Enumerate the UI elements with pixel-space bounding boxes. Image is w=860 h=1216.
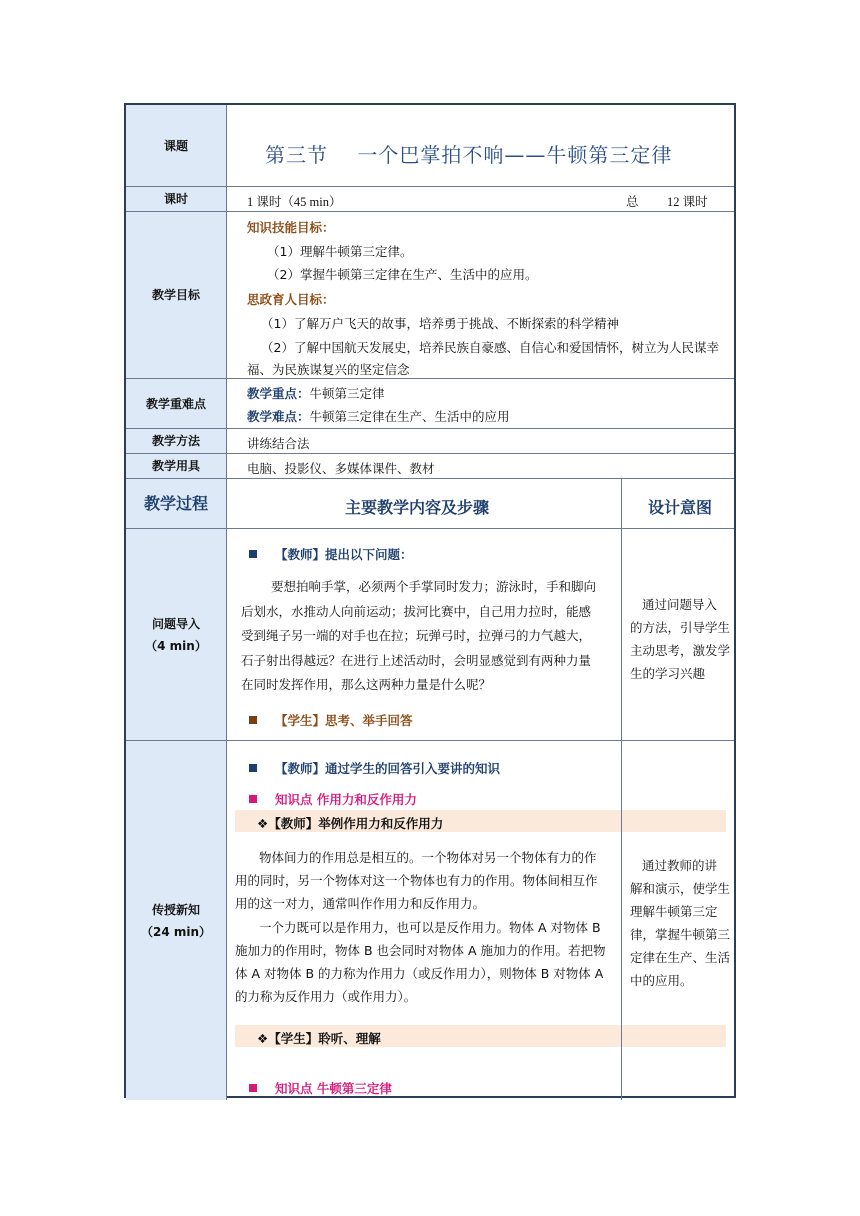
bullet-square-icon (249, 764, 257, 772)
knowledge-point-2: 知识点 牛顿第三定律 (275, 1081, 392, 1096)
hours-value: 1 课时（45 min） (247, 195, 342, 209)
stage-intro-teacher: 【教师】提出以下问题： (275, 547, 413, 562)
difficult-heading: 教学难点： (247, 409, 310, 424)
bullet-square-icon (249, 795, 257, 803)
method-value: 讲练结合法 (247, 436, 310, 451)
process-header-col3: 设计意图 (648, 498, 713, 517)
key-points-label: 教学重难点 (126, 379, 227, 428)
stage-new-teacher: 【教师】通过学生的回答引入要讲的知识 (275, 761, 501, 776)
teacher-example: ❖【教师】举例作用力和反作用力 (257, 816, 444, 831)
stage-intro-student: 【学生】思考、举手回答 (275, 713, 413, 728)
ideology-item: （2）了解中国航天发展史，培养民族自豪感、自信心和爱国情怀，树立为人民谋幸 (261, 340, 719, 355)
stage-intro-title: 问题导入 (151, 616, 200, 631)
knowledge-point-1: 知识点 作用力和反作用力 (275, 792, 417, 807)
key-heading: 教学重点： (247, 386, 310, 401)
topic-label: 课题 (126, 105, 227, 186)
ideology-heading: 思政育人目标： (247, 292, 335, 307)
tools-label: 教学用具 (126, 454, 227, 478)
process-header-row (126, 479, 734, 529)
tools-row (126, 454, 734, 479)
stage-intro-design: 通过问题导入 的方法，引导学生 主动思考，激发学 生的学习兴趣 (630, 597, 731, 681)
bullet-square-icon (249, 716, 257, 724)
process-header-col2: 主要教学内容及步骤 (345, 498, 490, 517)
key-points-row (126, 379, 734, 429)
process-header-col1: 教学过程 (126, 479, 227, 528)
total-value: 12 课时 (667, 195, 708, 209)
knowledge-item: （1）理解牛顿第三定律。 (267, 244, 413, 259)
stage-intro-time: （4 min） (145, 638, 207, 653)
lesson-plan-table (124, 103, 736, 1098)
key-value: 牛顿第三定律 (309, 386, 385, 401)
goals-row (126, 212, 734, 379)
stage-new-title: 传授新知 (151, 902, 200, 917)
knowledge-heading: 知识技能目标： (247, 220, 335, 235)
stage-intro-label (126, 529, 227, 740)
ideology-item: 福、为民族谋复兴的坚定信念 (247, 362, 410, 377)
stage-intro-paragraph: 要想拍响手掌，必须两个手掌同时发力；游泳时，手和脚向 后划水，水推动人向前运动；拔河比赛中，自己用力拉时，能感 受到绳子另一端的对手也在拉；玩弹弓时，拉弹弓的力气越大， 石子射出得越远？在进行上述活动时，会明显感觉到有两种力量 在同时发挥作用，那么这两种力量是什么呢？ (241, 579, 597, 692)
bullet-square-icon (249, 550, 257, 558)
total-label: 总 (626, 194, 639, 209)
topic-row (126, 105, 734, 187)
student-listen: ❖【学生】聆听、理解 (257, 1031, 381, 1046)
stage-intro-row (126, 529, 734, 741)
stage-new-label (126, 741, 227, 1100)
difficult-value: 牛顿第三定律在生产、生活中的应用 (309, 409, 510, 424)
stage-new-paragraph-1: 物体间力的作用总是相互的。一个物体对另一个物体有力的作 用的同时，另一个物体对这一个物体也有力的作用。物体间相互作 用的这一对力，通常叫作作用力和反作用力。 (235, 850, 598, 911)
hours-label: 课时 (126, 187, 227, 211)
method-label: 教学方法 (126, 429, 227, 453)
lesson-title: 第三节 一个巴掌拍不响——牛顿第三定律 (265, 143, 673, 167)
stage-new-design: 通过教师的讲 解和演示，使学生 理解牛顿第三定 律，掌握牛顿第三 定律在生产、生活 中的应用。 (630, 858, 731, 988)
method-row (126, 429, 734, 454)
hours-row (126, 187, 734, 212)
stage-new-paragraph-2: 一个力既可以是作用力，也可以是反作用力。物体 A 对物体 B 施加力的作用时，物体 B 也会同时对物体 A 施加力的作用。若把物 体 A 对物体 B 的力称为作用力（或反作用力），则物体 B 对物体 A 的力称为反作用力（或作用力）。 (235, 920, 606, 1004)
ideology-item: （1）了解万户飞天的故事，培养勇于挑战、不断探索的科学精神 (261, 316, 619, 331)
goals-label: 教学目标 (126, 212, 227, 378)
stage-new-time: （24 min） (140, 924, 212, 939)
tools-value: 电脑、投影仪、多媒体课件、教材 (247, 461, 435, 476)
stage-new-row (126, 741, 734, 1100)
knowledge-item: （2）掌握牛顿第三定律在生产、生活中的应用。 (267, 267, 538, 282)
bullet-square-icon (249, 1084, 257, 1092)
